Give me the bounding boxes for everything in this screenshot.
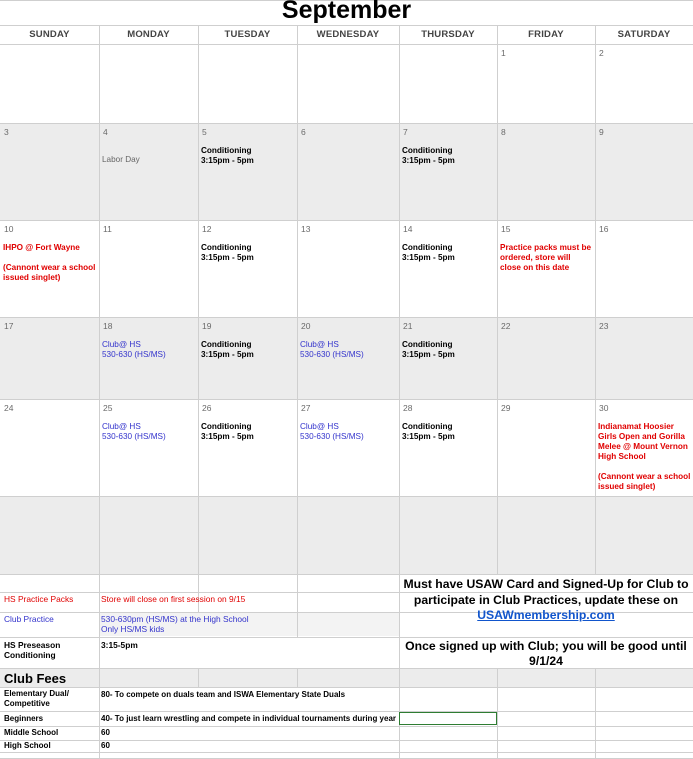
day-number: 11 [103,224,112,234]
grid-vline [99,25,100,574]
calendar-event[interactable]: Conditioning 3:15pm - 5pm [201,422,254,441]
day-number: 21 [403,321,413,331]
day-number: 24 [4,403,14,413]
info-label: HS Practice Packs [4,594,74,604]
day-number: 1 [501,48,506,58]
day-number: 19 [202,321,212,331]
grid-hline [0,752,693,753]
fee-value: 60 [101,728,110,737]
grid-hline [0,687,693,688]
fee-label: Elementary Dual/ Competitive [4,689,69,708]
day-number: 14 [403,224,413,234]
fee-label: High School [4,741,51,750]
day-number: 26 [202,403,212,413]
fee-value: 60 [101,741,110,750]
calendar-event[interactable]: Conditioning 3:15pm - 5pm [402,340,455,359]
weekday-monday: MONDAY [127,29,170,40]
grid-vline [297,668,298,687]
fee-value: 80- To compete on duals team and ISWA Elementary State Duals [101,690,346,699]
grid-hline [0,496,693,497]
day-number: 17 [4,321,14,331]
usaw-notice [403,577,689,670]
fee-label: Beginners [4,714,44,723]
grid-vline [399,25,400,574]
info-value: 530-630pm (HS/MS) at the High School Only HS/MS kids [101,614,249,634]
info-label: Club Practice [4,614,54,624]
day-number: 12 [202,224,212,234]
calendar-event[interactable]: Indianamat Hoosier Girls Open and Gorilla Melee @ Mount Vernon High School (Cannont wear a school issued singlet) [598,422,691,491]
calendar-event[interactable]: Labor Day [102,155,140,164]
calendar-event[interactable]: Conditioning 3:15pm - 5pm [402,146,455,165]
calendar-event[interactable]: Conditioning 3:15pm - 5pm [201,243,254,262]
grid-hline [0,123,693,124]
grid-vline [297,25,298,574]
grid-vline [497,668,498,758]
grid-vline [595,668,596,758]
day-number: 2 [599,48,604,58]
grid-vline [595,25,596,574]
day-number: 7 [403,127,408,137]
weekday-friday: FRIDAY [528,29,564,40]
grid-vline [297,574,298,612]
calendar-event[interactable]: Club@ HS 530-630 (HS/MS) [300,422,364,441]
grid-hline [0,44,693,45]
day-number: 23 [599,321,609,331]
day-number: 16 [599,224,609,234]
day-number: 5 [202,127,207,137]
calendar-event[interactable]: Practice packs must be ordered, store will close on this date [500,243,592,272]
day-number: 20 [301,321,311,331]
grid-vline [497,25,498,574]
day-number: 25 [103,403,113,413]
day-number: 22 [501,321,511,331]
day-number: 28 [403,403,413,413]
day-number: 27 [301,403,311,413]
grid-vline [99,668,100,687]
notice-line1: Must have USAW Card and Signed-Up for Club to participate in Club Practices, update these on [403,577,689,607]
selected-cell[interactable] [399,712,497,725]
day-number: 15 [501,224,511,234]
notice-line2: Once signed up with Club; you will be good until 9/1/24 [405,638,687,668]
calendar-event[interactable]: Club@ HS 530-630 (HS/MS) [102,340,166,359]
day-number: 29 [501,403,511,413]
calendar-event[interactable]: Conditioning 3:15pm - 5pm [201,146,254,165]
grid-hline [0,317,693,318]
fee-value: 40- To just learn wrestling and compete in individual tournaments during year [101,714,397,723]
grid-vline [198,668,199,687]
grid-hline [0,574,693,575]
calendar-event[interactable]: IHPO @ Fort Wayne (Cannont wear a school issued singlet) [3,243,96,282]
usaw-membership-link[interactable]: USAWmembership.com [477,608,615,622]
day-number: 13 [301,224,311,234]
calendar-event[interactable]: Conditioning 3:15pm - 5pm [402,422,455,441]
day-number: 4 [103,127,108,137]
info-value: 3:15-5pm [101,640,138,650]
day-number: 18 [103,321,113,331]
grid-hline [0,399,693,400]
week-shade [0,123,693,220]
club-fees-title: Club Fees [4,671,67,686]
day-number: 10 [4,224,14,234]
week-shade [0,496,693,574]
grid-vline [198,574,199,612]
day-number: 6 [301,127,306,137]
calendar-event[interactable]: Conditioning 3:15pm - 5pm [402,243,455,262]
day-number: 8 [501,127,506,137]
grid-hline [0,726,693,727]
fees-header-shade [0,669,693,687]
grid-vline [399,574,400,758]
grid-hline [0,220,693,221]
info-value: Store will close on first session on 9/15 [101,594,246,604]
day-number: 30 [599,403,609,413]
grid-vline [99,574,100,612]
grid-hline [0,711,693,712]
weekday-tuesday: TUESDAY [224,29,271,40]
calendar-event[interactable]: Conditioning 3:15pm - 5pm [201,340,254,359]
calendar-event[interactable]: Club@ HS 530-630 (HS/MS) [102,422,166,441]
day-number: 3 [4,127,9,137]
info-label: HS Preseason Conditioning [4,640,61,660]
grid-vline [198,25,199,574]
weekday-sunday: SUNDAY [29,29,70,40]
fee-label: Middle School [4,728,59,737]
month-title: September [281,0,412,24]
calendar-event[interactable]: Club@ HS 530-630 (HS/MS) [300,340,364,359]
weekday-wednesday: WEDNESDAY [316,29,380,40]
weekday-saturday: SATURDAY [617,29,671,40]
day-number: 9 [599,127,604,137]
weekday-thursday: THURSDAY [421,29,475,40]
